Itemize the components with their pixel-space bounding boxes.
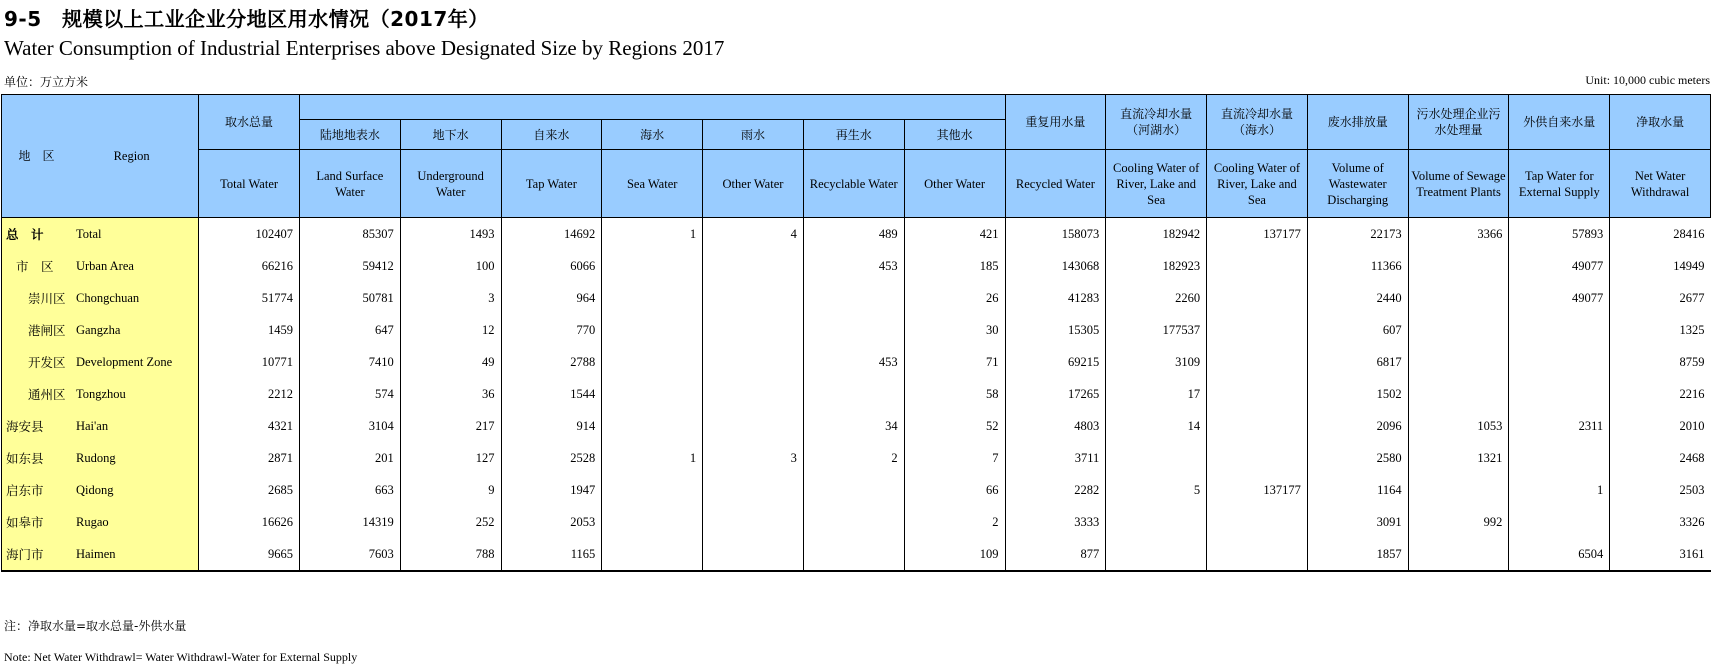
table-cell: 10771 bbox=[199, 346, 300, 378]
table-cell: 574 bbox=[299, 378, 400, 410]
table-cell: 100 bbox=[400, 250, 501, 282]
table-cell: 51774 bbox=[199, 282, 300, 314]
table-cell: 11366 bbox=[1307, 250, 1408, 282]
region-name-en: Rudong bbox=[76, 442, 199, 474]
table-cell bbox=[1408, 314, 1509, 346]
table-cell: 1 bbox=[602, 442, 703, 474]
table-cell: 788 bbox=[400, 538, 501, 571]
table-cell: 1053 bbox=[1408, 410, 1509, 442]
table-cell: 69215 bbox=[1005, 346, 1106, 378]
table-cell: 15305 bbox=[1005, 314, 1106, 346]
table-cell bbox=[703, 282, 804, 314]
table-cell: 12 bbox=[400, 314, 501, 346]
table-cell: 2528 bbox=[501, 442, 602, 474]
table-cell: 1 bbox=[602, 218, 703, 251]
table-cell: 34 bbox=[803, 410, 904, 442]
table-cell: 52 bbox=[904, 410, 1005, 442]
region-name-en: Tongzhou bbox=[76, 378, 199, 410]
table-cell: 2440 bbox=[1307, 282, 1408, 314]
table-cell bbox=[703, 314, 804, 346]
region-name-en: Urban Area bbox=[76, 250, 199, 282]
header-recycled-zh: 重复用水量 bbox=[1005, 95, 1106, 150]
table-cell: 49077 bbox=[1509, 250, 1610, 282]
footnote-en: Note: Net Water Withdrawl= Water Withdrawl-Water for External Supply bbox=[4, 650, 358, 664]
table-cell bbox=[1408, 474, 1509, 506]
table-cell: 66216 bbox=[199, 250, 300, 282]
table-cell: 2010 bbox=[1610, 410, 1711, 442]
header-wastewater-zh: 废水排放量 bbox=[1307, 95, 1408, 150]
table-cell: 2 bbox=[904, 506, 1005, 538]
table-cell bbox=[602, 314, 703, 346]
table-cell: 1 bbox=[1509, 474, 1610, 506]
table-cell: 4 bbox=[703, 218, 804, 251]
header-cooling-sea-zh: 直流冷却水量（海水） bbox=[1207, 95, 1308, 150]
table-cell: 28416 bbox=[1610, 218, 1711, 251]
table-cell: 22173 bbox=[1307, 218, 1408, 251]
header-tap-en: Tap Water bbox=[501, 150, 602, 218]
table-cell: 41283 bbox=[1005, 282, 1106, 314]
table-cell: 2096 bbox=[1307, 410, 1408, 442]
table-cell bbox=[1207, 506, 1308, 538]
table-cell: 14949 bbox=[1610, 250, 1711, 282]
table-cell: 2871 bbox=[199, 442, 300, 474]
footnote-zh: 注：净取水量=取水总量-外供水量 bbox=[4, 619, 187, 633]
table-cell bbox=[1509, 378, 1610, 410]
header-recycled-en: Recycled Water bbox=[1005, 150, 1106, 218]
table-cell: 85307 bbox=[299, 218, 400, 251]
table-cell: 17 bbox=[1106, 378, 1207, 410]
table-cell: 489 bbox=[803, 218, 904, 251]
table-cell: 14319 bbox=[299, 506, 400, 538]
table-cell bbox=[1509, 314, 1610, 346]
table-cell: 14692 bbox=[501, 218, 602, 251]
table-cell: 2503 bbox=[1610, 474, 1711, 506]
header-rain-zh: 雨水 bbox=[703, 120, 804, 150]
table-cell: 49077 bbox=[1509, 282, 1610, 314]
region-name-zh: 海门市 bbox=[2, 538, 76, 571]
header-sea-en: Sea Water bbox=[602, 150, 703, 218]
table-cell: 185 bbox=[904, 250, 1005, 282]
header-external-zh: 外供自来水量 bbox=[1509, 95, 1610, 150]
table-cell bbox=[602, 410, 703, 442]
table-cell: 3 bbox=[703, 442, 804, 474]
table-cell: 1502 bbox=[1307, 378, 1408, 410]
table-cell bbox=[602, 506, 703, 538]
table-cell: 3161 bbox=[1610, 538, 1711, 571]
table-cell bbox=[803, 506, 904, 538]
table-cell: 49 bbox=[400, 346, 501, 378]
table-cell: 421 bbox=[904, 218, 1005, 251]
table-cell: 2788 bbox=[501, 346, 602, 378]
table-cell bbox=[1207, 314, 1308, 346]
table-cell: 7 bbox=[904, 442, 1005, 474]
table-cell bbox=[602, 346, 703, 378]
header-tap-zh: 自来水 bbox=[501, 120, 602, 150]
table-cell: 26 bbox=[904, 282, 1005, 314]
table-cell: 770 bbox=[501, 314, 602, 346]
table-cell: 1857 bbox=[1307, 538, 1408, 571]
header-region-en: Region bbox=[113, 149, 150, 163]
table-row bbox=[2, 250, 1711, 282]
table-cell bbox=[602, 378, 703, 410]
table-cell: 30 bbox=[904, 314, 1005, 346]
table-title-zh: 9-5 规模以上工业企业分地区用水情况（2017年） bbox=[4, 7, 489, 31]
table-cell bbox=[1408, 250, 1509, 282]
table-cell: 109 bbox=[904, 538, 1005, 571]
table-row bbox=[2, 410, 1711, 442]
table-cell: 1164 bbox=[1307, 474, 1408, 506]
table-cell bbox=[602, 250, 703, 282]
table-cell bbox=[1509, 442, 1610, 474]
table-cell bbox=[1207, 410, 1308, 442]
table-cell: 2282 bbox=[1005, 474, 1106, 506]
table-cell: 137177 bbox=[1207, 218, 1308, 251]
table-cell: 2685 bbox=[199, 474, 300, 506]
region-name-en: Total bbox=[76, 218, 199, 251]
table-cell: 1493 bbox=[400, 218, 501, 251]
table-row bbox=[2, 218, 1711, 251]
region-name-zh: 开发区 bbox=[2, 346, 76, 378]
table-cell: 36 bbox=[400, 378, 501, 410]
table-cell: 2677 bbox=[1610, 282, 1711, 314]
table-cell: 3326 bbox=[1610, 506, 1711, 538]
table-cell: 3091 bbox=[1307, 506, 1408, 538]
header-region bbox=[2, 95, 199, 218]
table-cell: 5 bbox=[1106, 474, 1207, 506]
table-cell bbox=[803, 474, 904, 506]
header-cooling-sea-en: Cooling Water of River, Lake and Sea bbox=[1207, 150, 1308, 218]
table-cell bbox=[1408, 346, 1509, 378]
table-cell: 453 bbox=[803, 346, 904, 378]
table-cell bbox=[1408, 282, 1509, 314]
table-cell: 647 bbox=[299, 314, 400, 346]
table-cell: 4803 bbox=[1005, 410, 1106, 442]
table-cell bbox=[1509, 506, 1610, 538]
table-cell: 663 bbox=[299, 474, 400, 506]
region-name-zh: 海安县 bbox=[2, 410, 76, 442]
table-body bbox=[2, 218, 1711, 572]
table-cell: 7603 bbox=[299, 538, 400, 571]
table-cell bbox=[1207, 346, 1308, 378]
table-cell: 201 bbox=[299, 442, 400, 474]
table-cell: 2580 bbox=[1307, 442, 1408, 474]
table-cell bbox=[1207, 442, 1308, 474]
table-cell: 2212 bbox=[199, 378, 300, 410]
table-cell: 127 bbox=[400, 442, 501, 474]
header-cooling-river-en: Cooling Water of River, Lake and Sea bbox=[1106, 150, 1207, 218]
header-sewage-zh: 污水处理企业污水处理量 bbox=[1408, 95, 1509, 150]
table-cell: 964 bbox=[501, 282, 602, 314]
region-name-en: Haimen bbox=[76, 538, 199, 571]
table-cell: 877 bbox=[1005, 538, 1106, 571]
table-row bbox=[2, 506, 1711, 538]
region-name-zh: 如东县 bbox=[2, 442, 76, 474]
header-sewage-en: Volume of Sewage Treatment Plants bbox=[1408, 150, 1509, 218]
table-cell: 17265 bbox=[1005, 378, 1106, 410]
table-cell: 3366 bbox=[1408, 218, 1509, 251]
table-cell: 59412 bbox=[299, 250, 400, 282]
table-cell: 2216 bbox=[1610, 378, 1711, 410]
table-row bbox=[2, 538, 1711, 571]
table-cell: 2 bbox=[803, 442, 904, 474]
table-cell bbox=[1106, 442, 1207, 474]
region-name-en: Gangzha bbox=[76, 314, 199, 346]
header-net-zh: 净取水量 bbox=[1610, 95, 1711, 150]
table-cell bbox=[1106, 538, 1207, 571]
table-row bbox=[2, 442, 1711, 474]
table-cell: 143068 bbox=[1005, 250, 1106, 282]
table-cell bbox=[1106, 506, 1207, 538]
table-cell: 9 bbox=[400, 474, 501, 506]
region-name-en: Chongchuan bbox=[76, 282, 199, 314]
region-name-zh: 港闸区 bbox=[2, 314, 76, 346]
header-wastewater-en: Volume of Wastewater Discharging bbox=[1307, 150, 1408, 218]
table-cell: 607 bbox=[1307, 314, 1408, 346]
header-other-en: Other Water bbox=[904, 150, 1005, 218]
table-cell bbox=[703, 250, 804, 282]
region-name-zh: 通州区 bbox=[2, 378, 76, 410]
header-total-water-en: Total Water bbox=[199, 150, 300, 218]
region-name-zh: 市 区 bbox=[2, 250, 76, 282]
table-cell: 57893 bbox=[1509, 218, 1610, 251]
region-name-en: Development Zone bbox=[76, 346, 199, 378]
table-cell: 16626 bbox=[199, 506, 300, 538]
table-cell: 182923 bbox=[1106, 250, 1207, 282]
table-cell bbox=[1408, 378, 1509, 410]
table-cell bbox=[1408, 538, 1509, 571]
header-source-group bbox=[299, 95, 1005, 120]
table-cell: 102407 bbox=[199, 218, 300, 251]
table-cell bbox=[1207, 538, 1308, 571]
table-row bbox=[2, 314, 1711, 346]
table-cell: 177537 bbox=[1106, 314, 1207, 346]
header-sea-zh: 海水 bbox=[602, 120, 703, 150]
table-cell: 992 bbox=[1408, 506, 1509, 538]
table-row bbox=[2, 282, 1711, 314]
table-cell bbox=[703, 474, 804, 506]
region-name-en: Hai'an bbox=[76, 410, 199, 442]
header-underground-zh: 地下水 bbox=[400, 120, 501, 150]
table-cell: 6066 bbox=[501, 250, 602, 282]
table-cell: 914 bbox=[501, 410, 602, 442]
table-title-en: Water Consumption of Industrial Enterprises above Designated Size by Regions 2017 bbox=[4, 36, 725, 60]
table-cell: 2311 bbox=[1509, 410, 1610, 442]
table-cell: 50781 bbox=[299, 282, 400, 314]
table-cell: 7410 bbox=[299, 346, 400, 378]
table-cell bbox=[703, 410, 804, 442]
table-cell: 2053 bbox=[501, 506, 602, 538]
table-cell: 9665 bbox=[199, 538, 300, 571]
table-cell: 71 bbox=[904, 346, 1005, 378]
header-net-en: Net Water Withdrawal bbox=[1610, 150, 1711, 218]
unit-label-en: Unit: 10,000 cubic meters bbox=[1585, 73, 1710, 87]
table-cell: 182942 bbox=[1106, 218, 1207, 251]
table-cell: 217 bbox=[400, 410, 501, 442]
table-cell: 1459 bbox=[199, 314, 300, 346]
table-cell: 2260 bbox=[1106, 282, 1207, 314]
table-cell bbox=[803, 378, 904, 410]
table-cell: 1325 bbox=[1610, 314, 1711, 346]
table-cell: 14 bbox=[1106, 410, 1207, 442]
table-row bbox=[2, 474, 1711, 506]
header-underground-en: Underground Water bbox=[400, 150, 501, 218]
table-cell: 1947 bbox=[501, 474, 602, 506]
header-land-surface-en: Land Surface Water bbox=[299, 150, 400, 218]
table-cell: 3711 bbox=[1005, 442, 1106, 474]
header-external-en: Tap Water for External Supply bbox=[1509, 150, 1610, 218]
table-cell bbox=[602, 282, 703, 314]
table-cell: 1544 bbox=[501, 378, 602, 410]
table-cell: 3104 bbox=[299, 410, 400, 442]
header-total-water-zh: 取水总量 bbox=[199, 95, 300, 150]
table-cell bbox=[703, 378, 804, 410]
region-name-zh: 启东市 bbox=[2, 474, 76, 506]
table-cell bbox=[703, 538, 804, 571]
table-cell: 6504 bbox=[1509, 538, 1610, 571]
table-cell: 1321 bbox=[1408, 442, 1509, 474]
table-cell: 3109 bbox=[1106, 346, 1207, 378]
table-cell bbox=[1207, 282, 1308, 314]
table-cell bbox=[1509, 346, 1610, 378]
header-other-zh: 其他水 bbox=[904, 120, 1005, 150]
table-cell: 66 bbox=[904, 474, 1005, 506]
table-cell: 1165 bbox=[501, 538, 602, 571]
region-name-en: Rugao bbox=[76, 506, 199, 538]
table-cell: 158073 bbox=[1005, 218, 1106, 251]
table-cell: 3333 bbox=[1005, 506, 1106, 538]
water-consumption-table bbox=[1, 94, 1711, 572]
table-cell: 4321 bbox=[199, 410, 300, 442]
table-cell bbox=[803, 538, 904, 571]
table-cell bbox=[1207, 378, 1308, 410]
table-cell bbox=[703, 506, 804, 538]
unit-label-zh: 单位：万立方米 bbox=[4, 75, 89, 89]
table-row bbox=[2, 346, 1711, 378]
table-cell: 6817 bbox=[1307, 346, 1408, 378]
table-cell bbox=[602, 474, 703, 506]
table-cell: 252 bbox=[400, 506, 501, 538]
table-row bbox=[2, 378, 1711, 410]
header-rain-en: Other Water bbox=[703, 150, 804, 218]
table-cell: 453 bbox=[803, 250, 904, 282]
table-cell: 137177 bbox=[1207, 474, 1308, 506]
table-cell bbox=[803, 282, 904, 314]
table-cell bbox=[1207, 250, 1308, 282]
header-land-surface-zh: 陆地地表水 bbox=[299, 120, 400, 150]
header-recyclable-en: Recyclable Water bbox=[803, 150, 904, 218]
region-name-zh: 崇川区 bbox=[2, 282, 76, 314]
table-cell: 2468 bbox=[1610, 442, 1711, 474]
header-region-zh: 地 区 bbox=[18, 149, 55, 163]
region-name-en: Qidong bbox=[76, 474, 199, 506]
table-cell: 8759 bbox=[1610, 346, 1711, 378]
table-cell bbox=[602, 538, 703, 571]
region-name-zh: 总 计 bbox=[2, 218, 76, 251]
header-recyclable-zh: 再生水 bbox=[803, 120, 904, 150]
table-cell bbox=[803, 314, 904, 346]
header-cooling-river-zh: 直流冷却水量（河湖水） bbox=[1106, 95, 1207, 150]
table-cell: 3 bbox=[400, 282, 501, 314]
table-cell bbox=[703, 346, 804, 378]
region-name-zh: 如皋市 bbox=[2, 506, 76, 538]
table-cell: 58 bbox=[904, 378, 1005, 410]
